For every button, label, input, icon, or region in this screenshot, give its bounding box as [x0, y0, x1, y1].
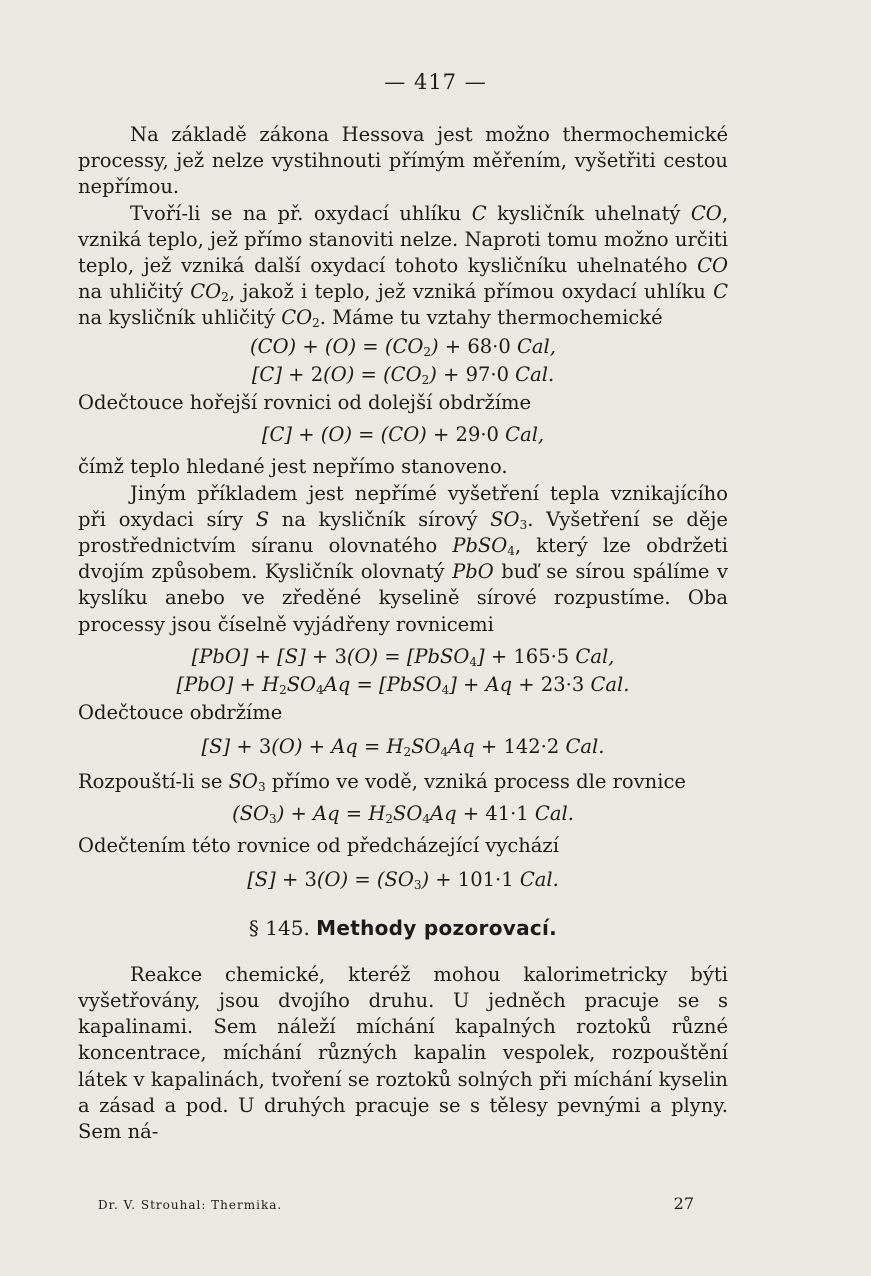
equation: $[S] + 3(O) + Aq = H_2SO_4Aq + 142\cdot 2$ Cal.: [201, 735, 605, 760]
paragraph: Rozpouští-li se $SO_3$ přímo ve vodě, vzniká process dle rovnice: [78, 769, 686, 794]
page-body: [78, 122, 728, 1145]
section-number: § 145.: [248, 916, 310, 941]
section-heading: [78, 915, 728, 941]
paragraph: Na základě zákona Hessova jest možno thermochemické processy, jež nelze vystihnouti přímým měřením, vyšetřiti cestou nepřímou.: [78, 123, 728, 199]
equation: [PbO] + [S] + 3(O) = [PbSO$_4$] + 165·5 Cal,: [191, 644, 615, 669]
equation: $[S] + 3(O) = (SO_3) + 101\cdot 1$ Cal.: [247, 868, 559, 893]
equation: $(SO_3) + Aq = H_2SO_4Aq + 41\cdot 1$ Cal.: [232, 801, 574, 826]
paragraph: Odečtouce obdržíme: [78, 701, 283, 725]
footer-signature: Dr. V. Strouhal: Thermika.: [98, 1198, 283, 1212]
page-footer: [98, 1194, 694, 1213]
equation: [C] + (O) = (CO) + 29·0 Cal,: [261, 423, 545, 447]
paragraph: Tvoří-li se na př. oxydací uhlíku C kysličník uhelnatý CO, vzniká teplo, jež přímo stanoviti nelze. Naproti tomu možno určiti teplo, jež vzniká další oxydací tohoto kysličníku uhelnatého CO na uhličitý $CO_2$, jakož i teplo, jež vzniká přímou oxydací uhlíku C na kysličník uhličitý $CO_2$. Máme tu vztahy thermochemické: [78, 201, 729, 331]
equation: $[C] + 2(O) = (CO_2) + 97\cdot 0$ Cal.: [251, 362, 555, 387]
equation: $(CO) + (O) = (CO_2) + 68\cdot 0$ Cal,: [250, 334, 556, 359]
page-number: — 417 —: [384, 70, 487, 94]
section-title: Methody pozorovací.: [316, 916, 558, 941]
paragraph: Odečtením této rovnice od předcházející vychází: [78, 834, 559, 858]
paragraph: Odečtouce hořejší rovnici od dolejší obdržíme: [78, 391, 532, 415]
equation: $[PbO] + H_2SO_4Aq$ = [PbSO$_4$] + Aq + 23·3 Cal.: [176, 673, 630, 698]
sheet-number: 27: [673, 1194, 694, 1213]
paragraph: Reakce chemické, kteréž mohou kalorimetricky býti vyšetřovány, jsou dvojího druhu. U jedněch pracuje se s kapalinami. Sem náleží míchání kapalných roztoků různé koncentrace, míchání různých kapalin vespolek, rozpouštění látek v kapalinách, tvoření se roztoků solných při míchání kyselin a zásad a pod. U druhých pracuje se s tělesy pevnými a plyny. Sem ná-: [78, 962, 728, 1143]
paragraph: Jiným příkladem jest nepřímé vyšetření tepla vznikajícího při oxydaci síry S na kysličník sírový $SO_3$. Vyšetření se děje prostřednictvím síranu olovnatého PbSO$_4$, který lze obdržeti dvojím způsobem. Kysličník olovnatý PbO buď se sírou spálíme v kyslíku anebo ve zředěné kyselině sírové rozpustíme. Oba processy jsou číselně vyjádřeny rovnicemi: [78, 481, 728, 636]
paragraph: čímž teplo hledané jest nepřímo stanoveno.: [78, 455, 508, 479]
